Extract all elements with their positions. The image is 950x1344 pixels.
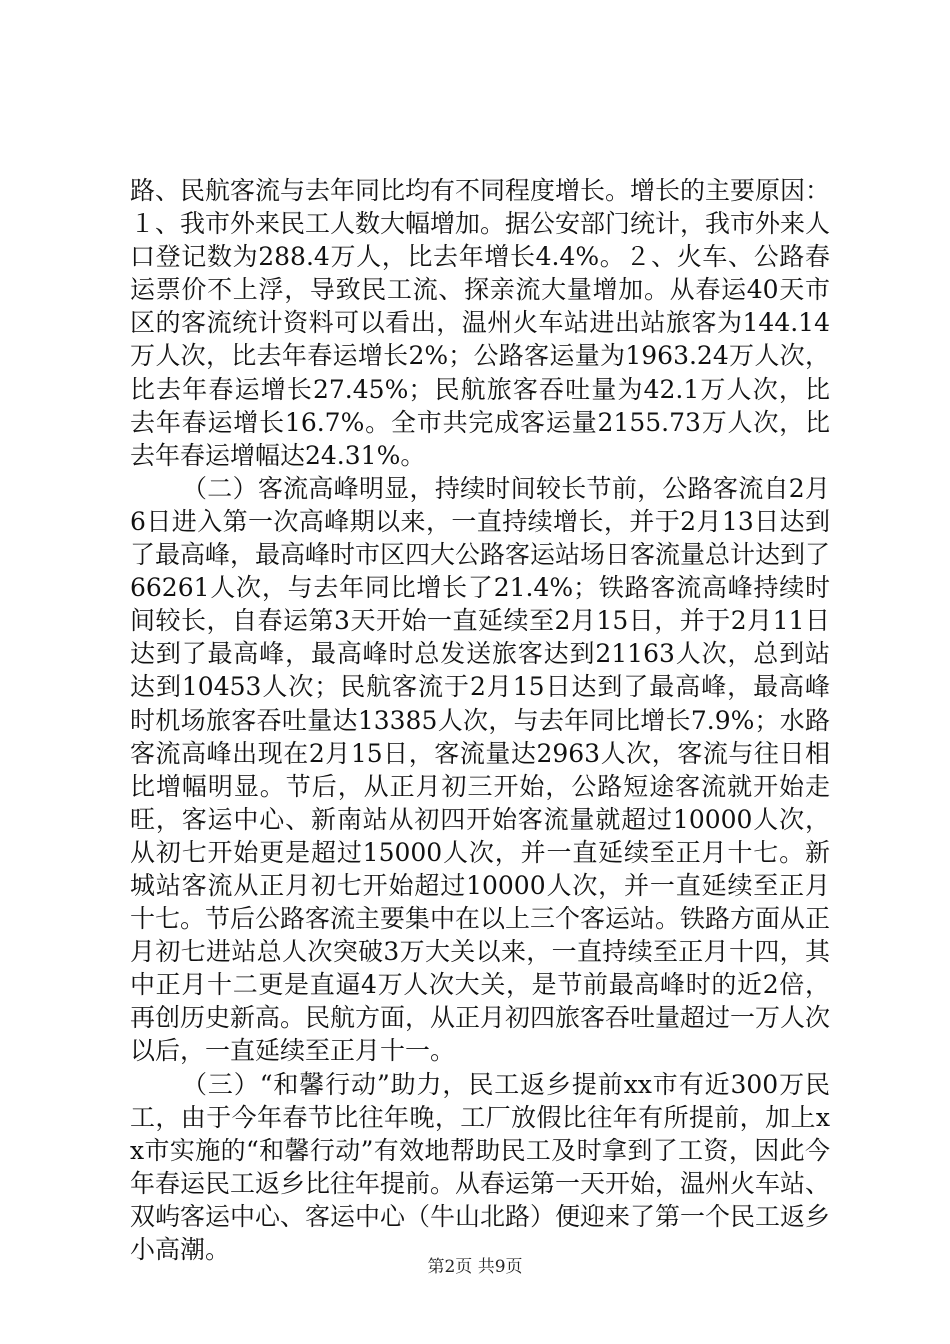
paragraph-migrant-return-early: （三）“和馨行动”助力，民工返乡提前xx市有近300万民工，由于今年春节比往年晚，工厂放假比往年有所提前，加上xx市实施的“和馨行动”有效地帮助民工及时拿到了工资，因此今年春运民工返乡比往年提前。从春运第一天开始，温州火车站、双屿客运中心、客运中心（牛山北路）便迎来了第一个民工返乡小高潮。	[130, 1069, 831, 1264]
paragraph-continued-growth-causes: 路、民航客流与去年同比均有不同程度增长。增长的主要原因：１、我市外来民工人数大幅增加。据公安部门统计，我市外来人口登记数为288.4万人，比去年增长4.4%。２、火车、公路春运票价不上浮，导致民工流、探亲流大量增加。从春运40天市区的客流统计资料可以看出，温州火车站进出站旅客为144.14万人次，比去年春运增长2%；公路客运量为1963.24万人次，比去年春运增长27.45%；民航旅客吞吐量为42.1万人次，比去年春运增长16.7%。全市共完成客运量2155.73万人次，比去年春运增幅达24.31%。	[130, 176, 831, 470]
page-number-footer: 第2页 共9页	[427, 1257, 523, 1277]
body-text	[130, 174, 830, 1266]
paragraph-peak-passenger-flow: （二）客流高峰明显，持续时间较长节前，公路客流自2月6日进入第一次高峰期以来，一直持续增长，并于2月13日达到了最高峰，最高峰时市区四大公路客运站场日客流量总计达到了66261人次，与去年同比增长了21.4%；铁路客流高峰持续时间较长，自春运第3天开始一直延续至2月15日，并于2月11日达到了最高峰，最高峰时总发送旅客达到21163人次，总到站达到10453人次；民航客流于2月15日达到了最高峰，最高峰时机场旅客吞吐量达13385人次，与去年同比增长7.9%；水路客流高峰出现在2月15日，客流量达2963人次，客流与往日相比增幅明显。节后，从正月初三开始，公路短途客流就开始走旺，客运中心、新南站从初四开始客流量就超过10000人次，从初七开始更是超过15000人次，并一直延续至正月十七。新城站客流从正月初七开始超过10000人次，并一直延续至正月十七。节后公路客流主要集中在以上三个客运站。铁路方面从正月初七进站总人次突破3万大关以来，一直持续至正月十四，其中正月十二更是直逼4万人次大关，是节前最高峰时的近2倍，再创历史新高。民航方面，从正月初四旅客吞吐量超过一万人次以后，一直延续至正月十一。	[130, 473, 831, 1066]
